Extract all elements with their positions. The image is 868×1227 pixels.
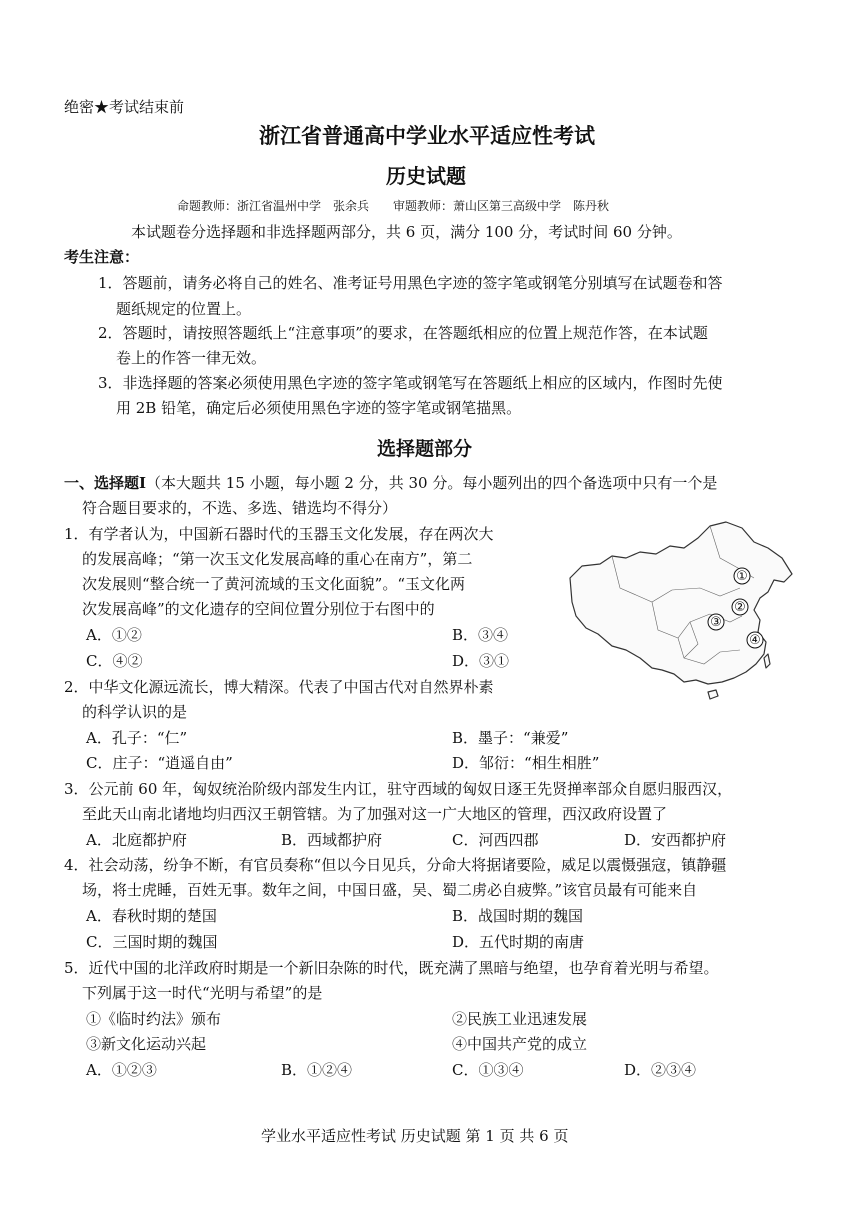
notice-item-1-line-2: 题纸规定的位置上。 <box>116 300 252 318</box>
notice-item-2-line-1: 2．答题时，请按照答题纸上“注意事项”的要求，在答题纸相应的位置上规范作答，在本试题 <box>98 324 708 342</box>
author-line: 命题教师：浙江省温州中学 张余兵 审题教师：萧山区第三高级中学 陈丹秋 <box>177 199 610 213</box>
q4-line-2: 场，将士虎睡，百姓无事。数年之间，中国日盛，吴、蜀二虏必自疲弊。”该官员最有可能来自 <box>82 881 698 899</box>
exam-subtitle: 历史试题 <box>386 164 466 188</box>
q5-option-c: C．①③④ <box>452 1061 524 1079</box>
q5-statement-3: ③新文化运动兴起 <box>86 1035 207 1053</box>
part1-desc: （本大题共 15 小题，每小题 2 分，共 30 分。每小题列出的四个备选项中只有一个是 <box>146 474 718 492</box>
q5-statement-2: ②民族工业迅速发展 <box>452 1010 588 1028</box>
q5-statement-4: ④中国共产党的成立 <box>452 1035 588 1053</box>
q3-line-1: 3．公元前 60 年，匈奴统治阶级内部发生内讧，驻守西域的匈奴日逐王先贤掸率部众自愿归服西汉， <box>64 780 733 798</box>
q3-option-b: B．西域都护府 <box>281 831 383 849</box>
notice-heading: 考生注意： <box>64 248 140 266</box>
q4-option-c: C．三国时期的魏国 <box>86 933 218 951</box>
china-outline <box>570 522 792 684</box>
q5-line-1: 5．近代中国的北洋政府时期是一个新旧杂陈的时代，既充满了黑暗与绝望，也孕育着光明与希望。 <box>64 959 719 977</box>
part1-heading <box>64 472 717 493</box>
hainan-island <box>708 690 718 699</box>
q2-option-a: A．孔子：“仁” <box>86 729 188 747</box>
q4-option-b: B．战国时期的魏国 <box>452 907 584 925</box>
q1-option-c: C．④② <box>86 652 143 670</box>
exam-intro: 本试题卷分选择题和非选择题两部分，共 6 页，满分 100 分，考试时间 60 分钟。 <box>131 223 682 241</box>
notice-item-3-line-1: 3．非选择题的答案必须使用黑色字迹的签字笔或钢笔写在答题纸上相应的区域内，作图时先使 <box>98 374 723 392</box>
q2-option-d: D．邹衍：“相生相胜” <box>452 754 600 772</box>
section-title: 选择题部分 <box>377 438 473 460</box>
q5-statement-1: ①《临时约法》颁布 <box>86 1010 222 1028</box>
q3-option-a: A．北庭都护府 <box>86 831 187 849</box>
map-marker-1: ① <box>736 569 748 584</box>
q4-option-a: A．春秋时期的楚国 <box>86 907 217 925</box>
q1-option-d: D．③① <box>452 652 510 670</box>
q1-line-3: 次发展则“整合统一了黄河流域的玉文化面貌”。“玉文化两 <box>82 575 466 593</box>
confidential-label: 绝密★考试结束前 <box>64 98 185 116</box>
notice-item-2-line-2: 卷上的作答一律无效。 <box>116 349 267 367</box>
q3-line-2: 至此天山南北诸地均归西汉王朝管辖。为了加强对这一广大地区的管理，西汉政府设置了 <box>82 805 668 823</box>
taiwan-island <box>764 654 770 668</box>
q3-option-d: D．安西都护府 <box>624 831 727 849</box>
notice-item-1-line-1: 1．答题前，请务必将自己的姓名、准考证号用黑色字迹的签字笔或钢笔分别填写在试题卷和答 <box>98 274 723 292</box>
q5-line-2: 下列属于这一时代“光明与希望”的是 <box>82 984 323 1002</box>
q2-line-1: 2．中华文化源远流长，博大精深。代表了中国古代对自然界朴素 <box>64 678 494 696</box>
q1-line-2: 的发展高峰；“第一次玉文化发展高峰的重心在南方”，第二 <box>82 550 473 568</box>
part1-label: 一、选择题Ⅰ <box>64 474 147 492</box>
notice-item-3-line-2: 用 2B 铅笔，确定后必须使用黑色字迹的签字笔或钢笔描黑。 <box>116 399 522 417</box>
page-footer: 学业水平适应性考试 历史试题 第 1 页 共 6 页 <box>261 1127 569 1145</box>
map-marker-3: ③ <box>710 615 722 630</box>
q2-line-2: 的科学认识的是 <box>82 703 188 721</box>
q1-option-a: A．①② <box>86 626 142 644</box>
q2-option-c: C．庄子：“逍遥自由” <box>86 754 233 772</box>
map-marker-2: ② <box>734 600 746 615</box>
q5-option-a: A．①②③ <box>86 1061 157 1079</box>
map-marker-4: ④ <box>749 633 761 648</box>
q4-option-d: D．五代时期的南唐 <box>452 933 585 951</box>
q1-line-4: 次发展高峰”的文化遗存的空间位置分别位于右图中的 <box>82 600 435 618</box>
q2-option-b: B．墨子：“兼爱” <box>452 729 569 747</box>
q5-option-b: B．①②④ <box>281 1061 353 1079</box>
q3-option-c: C．河西四郡 <box>452 831 539 849</box>
q1-option-b: B．③④ <box>452 626 509 644</box>
q1-line-1: 1．有学者认为，中国新石器时代的玉器玉文化发展，存在两次大 <box>64 525 494 543</box>
part1-desc-line-2: 符合题目要求的，不选、多选、错选均不得分） <box>82 499 398 517</box>
q4-line-1: 4．社会动荡，纷争不断，有官员奏称“但以今日见兵，分命大将据诸要险，威足以震慑强寇，镇静疆 <box>64 856 727 874</box>
exam-title: 浙江省普通高中学业水平适应性考试 <box>259 123 595 148</box>
q5-option-d: D．②③④ <box>624 1061 697 1079</box>
china-map <box>560 518 815 703</box>
